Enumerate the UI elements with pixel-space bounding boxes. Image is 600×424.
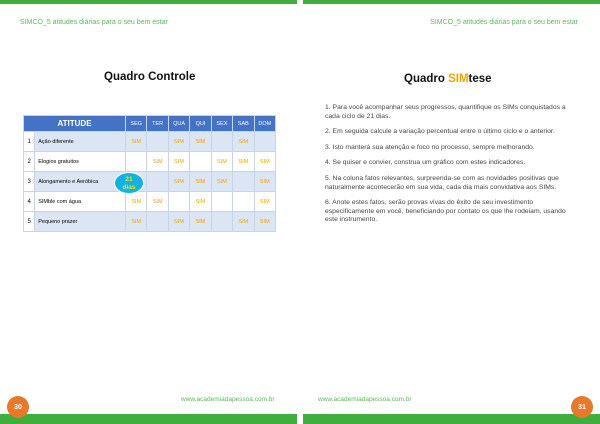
cycle-badge [114,172,144,194]
table-cell [233,172,254,192]
header-right: SIMCO_5 atitudes diárias para o seu bem estar [430,19,578,26]
table-header-row [24,116,276,132]
instructions-list [325,104,580,232]
table-cell [254,132,275,152]
title-prefix: Quadro [404,73,449,85]
table-cell [147,132,168,152]
bottom-bar-left [0,414,297,424]
table-row [24,212,276,232]
table-cell: SIM [168,152,189,172]
left-page-title: Quadro Controle [104,71,196,83]
table-row [24,132,276,152]
column-header-sab: SAB [233,116,254,132]
table-cell: SIM [168,212,189,232]
bottom-bar-right [303,414,600,424]
table-cell: SIM [254,192,275,212]
list-item: 2. Em seguida calcule a variação percentual entre o último ciclo e o anterior. [325,128,555,136]
page-number-right: 31 [571,396,593,418]
table-cell: SIM [168,132,189,152]
table-cell: SIM [233,152,254,172]
row-number: 4 [24,192,35,212]
table-row [24,172,276,192]
table-cell: SIM [190,132,211,152]
control-table [23,115,276,232]
table-cell: SIM [147,152,168,172]
table-cell: SIM [190,192,211,212]
list-item: 6. Anote estes fatos, serão provas vivas do êxito de seu investimento especificamente em você, beneficiando por contato os que lhe rodeiam, usando este instrumento. [325,199,566,224]
table-cell: SIM [168,172,189,192]
table-row [24,192,276,212]
list-item: 1. Para você acompanhar seus progressos, quantifique os SIMs conquistados a cada ciclo de 21 dias. [325,104,566,120]
row-atitude: Alongamento e Aeróbica [35,172,126,192]
table-cell [147,172,168,192]
table-cell: SIM [233,132,254,152]
top-bar-right [303,0,600,4]
title-accent: SIM [448,73,469,85]
table-cell: SIM [211,152,232,172]
column-header-qui: QUI [190,116,211,132]
table-cell [233,192,254,212]
list-item: 3. Isto manterá sua atenção e foco no processo, sempre melhorando. [325,143,535,151]
list-item: 5. Na coluna fatos relevantes, surpreenda-se com as novidades positivas que naturalmente acontecerão em sua vida, cada dia mais convidativa aos SIMs. [325,174,559,191]
title-suffix: tese [468,73,492,85]
table-cell: SIM [211,172,232,192]
column-header-sex: SEX [211,116,232,132]
table-cell: SIM [233,212,254,232]
row-number: 5 [24,212,35,232]
table-cell: SIM [190,172,211,192]
table-cell: SIM [126,212,147,232]
row-number: 3 [24,172,35,192]
badge-label: dias [122,184,136,191]
table-cell [211,192,232,212]
column-header-ter: TER [147,116,168,132]
table-cell [168,192,189,212]
top-bar-left [0,0,297,4]
list-item: 4. Se quiser e convier, construa um gráfico com estes indicadores. [325,159,526,167]
table-cell [126,152,147,172]
footer-url-right[interactable]: www.academiadapessoa.com.br [318,396,412,403]
column-header-qua: QUA [168,116,189,132]
footer-url-left[interactable]: www.academiadapessoa.com.br [181,396,275,403]
table-cell [211,132,232,152]
row-number: 2 [24,152,35,172]
table-cell: SIM [126,132,147,152]
table-cell: SIM [126,192,147,212]
row-number: 1 [24,132,35,152]
table-cell: SIM [190,212,211,232]
badge-number: 21 [125,176,133,183]
column-header-dom: DOM [254,116,275,132]
row-atitude: Ação diferente [35,132,126,152]
row-atitude: Elogios gratuitos [35,152,126,172]
column-header-seg: SEG [126,116,147,132]
row-atitude: SIMble com água [35,192,126,212]
table-cell: SIM [254,212,275,232]
table-cell: SIM [147,192,168,212]
table-cell: SIM [254,152,275,172]
page-number-left: 30 [7,396,29,418]
row-atitude: Pequeno prazer [35,212,126,232]
right-page-title [404,73,492,85]
header-left: SIMCO_5 atitudes diárias para o seu bem estar [20,19,168,26]
column-header-atitude: ATITUDE [24,116,126,132]
table-cell: SIM [254,172,275,192]
table-cell [147,212,168,232]
table-cell [190,152,211,172]
table-cell [211,212,232,232]
table-row [24,152,276,172]
